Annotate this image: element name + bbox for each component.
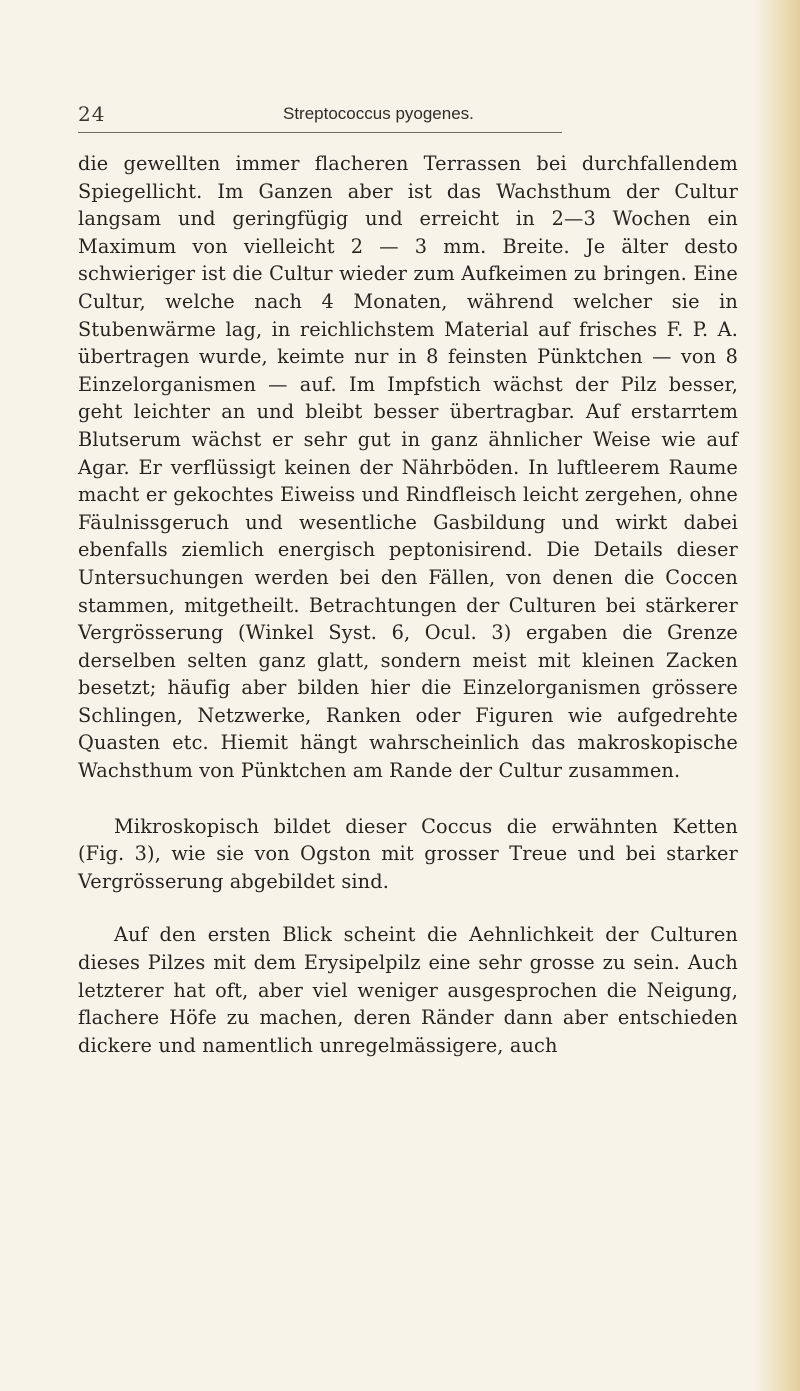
paragraph-2: Mikroskopisch bildet dieser Coccus die erwähnten Ketten (Fig. 3), wie sie von Ogston mit grosser Treue und bei starker Vergrösserung abgebildet sind. [78,814,738,893]
paragraph-1: die gewellten immer flacheren Terrassen bei durchfallendem Spiegellicht. Im Ganzen aber ist das Wachsthum der Cultur langsam und geringfügig und erreicht in 2—3 Wochen ein Maximum von vielleicht 2 — 3 mm. Breite. Je älter desto schwieriger ist die Cultur wieder zum Aufkeimen zu bringen. Eine Cultur, welche nach 4 Monaten, während welcher sie in Stubenwärme lag, in reichlichstem Material auf frisches F. P. A. übertragen wurde, keimte nur in 8 feinsten Pünktchen — von 8 Einzelorganismen — auf. Im Impfstich wächst der Pilz besser, geht leichter an und bleibt besser übertragbar. Auf erstarrtem Blutserum wächst er sehr gut in ganz ähnlicher Weise wie auf Agar. Er verflüssigt keinen der Nährböden. In luftleerem Raume macht er gekochtes Eiweiss und Rindfleisch leicht zergehen, ohne Fäulnissgeruch und wesentliche Gasbildung und wirkt dabei ebenfalls ziemlich energisch peptonisirend. Die Details dieser Untersuchungen werden bei den Fällen, von denen die Coccen stammen, mitgetheilt. Betrachtungen der Culturen bei stärkerer Vergrösserung (Winkel Syst. 6, Ocul. 3) ergaben die Grenze derselben selten ganz glatt, sondern meist mit kleinen Zacken besetzt; häufig aber bilden hier die Einzelorganismen grössere Schlingen, Netzwerke, Ranken oder Figuren wie aufgedrehte Quasten etc. Hiemit hängt wahrscheinlich das makroskopische Wachsthum von Pünktchen am Rande der Cultur zusammen. [78,152,738,783]
page-header [78,100,562,133]
page-edge-shading [754,0,800,1391]
body-text [78,150,738,1059]
page-number: 24 [78,102,106,126]
paragraph-3: Auf den ersten Blick scheint die Aehnlichkeit der Culturen dieses Pilzes mit dem Erysipelpilz eine sehr grosse zu sein. Auch letzterer hat oft, aber viel weniger ausgesprochen die Neigung, flachere Höfe zu machen, deren Ränder dann aber entschieden dickere und namentlich unregelmässigere, auch [78,923,738,1057]
running-title: Streptococcus pyogenes. [283,104,474,123]
